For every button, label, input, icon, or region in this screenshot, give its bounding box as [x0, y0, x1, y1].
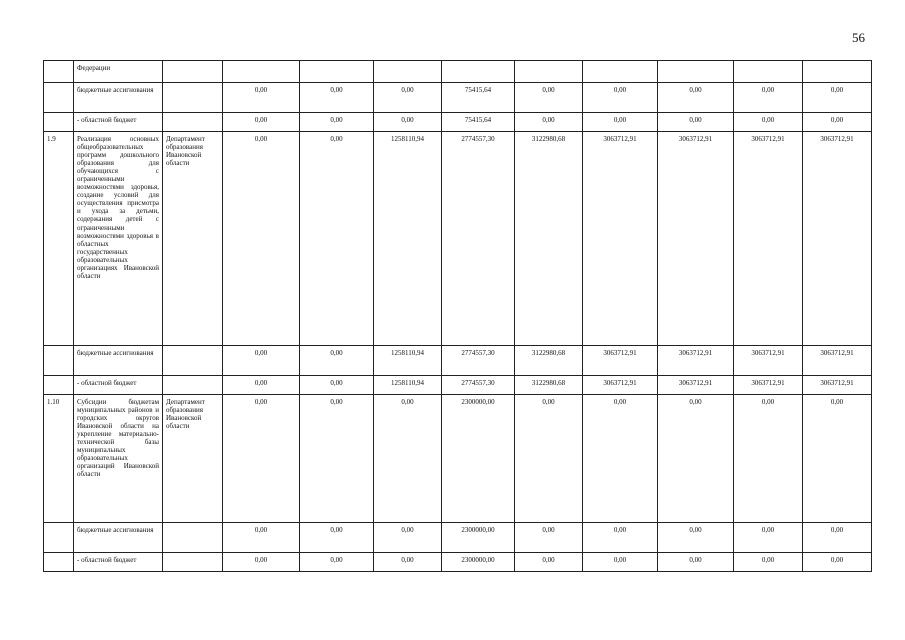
value-cell: 0,00	[223, 83, 300, 113]
value-cell: 0,00	[223, 346, 300, 376]
table-row	[44, 113, 872, 132]
value-cell: 2300000,00	[442, 523, 515, 553]
value-cell	[374, 61, 442, 83]
value-cell: 3122980,68	[515, 132, 583, 346]
row-index-cell	[44, 61, 74, 83]
value-cell: 3063712,91	[734, 346, 803, 376]
table-row	[44, 346, 872, 376]
value-cell: 0,00	[583, 83, 658, 113]
value-cell: 0,00	[583, 523, 658, 553]
value-cell: 0,00	[803, 523, 872, 553]
value-cell: 0,00	[300, 132, 374, 346]
table-row	[44, 553, 872, 572]
value-cell: 0,00	[734, 523, 803, 553]
row-index-cell	[44, 523, 74, 553]
value-cell: 0,00	[658, 523, 734, 553]
row-name-cell: бюджетные ассигнования	[74, 346, 163, 376]
value-cell: 75415,64	[442, 83, 515, 113]
value-cell: 0,00	[515, 113, 583, 132]
value-cell: 75415,64	[442, 113, 515, 132]
value-cell: 3063712,91	[803, 132, 872, 346]
value-cell: 0,00	[583, 395, 658, 523]
row-executor-cell	[163, 523, 223, 553]
row-name-cell: - областной бюджет	[74, 553, 163, 572]
value-cell	[658, 61, 734, 83]
value-cell: 0,00	[803, 395, 872, 523]
value-cell: 0,00	[658, 395, 734, 523]
table-row	[44, 132, 872, 346]
value-cell: 0,00	[803, 553, 872, 572]
value-cell: 3063712,91	[734, 376, 803, 395]
value-cell: 0,00	[223, 523, 300, 553]
value-cell: 0,00	[658, 83, 734, 113]
value-cell: 0,00	[223, 113, 300, 132]
value-cell: 3063712,91	[658, 346, 734, 376]
row-executor-cell	[163, 346, 223, 376]
value-cell	[442, 61, 515, 83]
value-cell: 0,00	[300, 395, 374, 523]
value-cell: 3063712,91	[583, 376, 658, 395]
row-executor-cell	[163, 553, 223, 572]
value-cell: 3063712,91	[583, 132, 658, 346]
row-index-cell	[44, 113, 74, 132]
value-cell: 3063712,91	[658, 132, 734, 346]
row-name-cell: - областной бюджет	[74, 113, 163, 132]
value-cell: 3063712,91	[583, 346, 658, 376]
value-cell: 0,00	[515, 395, 583, 523]
value-cell: 3063712,91	[803, 376, 872, 395]
value-cell: 0,00	[300, 523, 374, 553]
value-cell	[223, 61, 300, 83]
value-cell: 0,00	[515, 523, 583, 553]
value-cell: 0,00	[300, 83, 374, 113]
row-executor-cell: Департамент образования Ивановской области	[163, 132, 223, 346]
value-cell: 0,00	[300, 346, 374, 376]
value-cell: 0,00	[734, 553, 803, 572]
row-index-cell	[44, 553, 74, 572]
table-row	[44, 523, 872, 553]
value-cell: 3063712,91	[658, 376, 734, 395]
value-cell: 0,00	[223, 553, 300, 572]
value-cell: 0,00	[300, 113, 374, 132]
value-cell	[734, 61, 803, 83]
value-cell: 2300000,00	[442, 553, 515, 572]
table-row	[44, 395, 872, 523]
row-index-cell: 1.9	[44, 132, 74, 346]
value-cell: 3122980,68	[515, 346, 583, 376]
row-index-cell	[44, 346, 74, 376]
value-cell: 2300000,00	[442, 395, 515, 523]
value-cell: 1258110,94	[374, 132, 442, 346]
value-cell: 0,00	[658, 553, 734, 572]
value-cell: 0,00	[734, 395, 803, 523]
table-row	[44, 83, 872, 113]
value-cell: 3063712,91	[734, 132, 803, 346]
value-cell: 0,00	[515, 553, 583, 572]
row-executor-cell	[163, 61, 223, 83]
row-executor-cell	[163, 83, 223, 113]
value-cell	[803, 61, 872, 83]
value-cell: 0,00	[300, 376, 374, 395]
value-cell: 0,00	[374, 553, 442, 572]
row-index-cell	[44, 376, 74, 395]
value-cell: 0,00	[803, 113, 872, 132]
value-cell: 2774557,30	[442, 132, 515, 346]
value-cell: 2774557,30	[442, 376, 515, 395]
row-executor-cell	[163, 376, 223, 395]
value-cell: 0,00	[515, 83, 583, 113]
value-cell	[583, 61, 658, 83]
value-cell: 3122980,68	[515, 376, 583, 395]
value-cell: 0,00	[658, 113, 734, 132]
value-cell: 0,00	[300, 553, 374, 572]
row-executor-cell	[163, 113, 223, 132]
value-cell: 0,00	[583, 113, 658, 132]
value-cell: 0,00	[223, 395, 300, 523]
value-cell: 0,00	[374, 113, 442, 132]
value-cell: 0,00	[223, 376, 300, 395]
table-row	[44, 61, 872, 83]
row-name-cell: Реализация основных общеобразовательных программ дошкольного образования для обучающихся с ограниченными возможностями здоровья, создание условий для осуществления присмотра и ухода за детьми, содержания детей с ограниченными возможностями здоровья в областных государственных образовательных организациях Ивановской области	[74, 132, 163, 346]
value-cell: 3063712,91	[803, 346, 872, 376]
row-name-cell: бюджетные ассигнования	[74, 523, 163, 553]
row-index-cell	[44, 83, 74, 113]
value-cell: 0,00	[374, 523, 442, 553]
row-index-cell: 1.10	[44, 395, 74, 523]
row-name-cell: Субсидии бюджетам муниципальных районов и городских округов Ивановской области на укрепление материально-технической базы муниципальных образовательных организаций Ивановской области	[74, 395, 163, 523]
value-cell: 0,00	[374, 83, 442, 113]
value-cell: 0,00	[583, 553, 658, 572]
value-cell	[300, 61, 374, 83]
row-name-cell: Федерации	[74, 61, 163, 83]
value-cell: 0,00	[223, 132, 300, 346]
value-cell: 0,00	[374, 395, 442, 523]
value-cell	[515, 61, 583, 83]
row-executor-cell: Департамент образования Ивановской области	[163, 395, 223, 523]
value-cell: 1258110,94	[374, 346, 442, 376]
page-number: 56	[852, 30, 865, 45]
value-cell: 0,00	[734, 113, 803, 132]
row-name-cell: - областной бюджет	[74, 376, 163, 395]
value-cell: 0,00	[803, 83, 872, 113]
row-name-cell: бюджетные ассигнования	[74, 83, 163, 113]
table-row	[44, 376, 872, 395]
budget-table	[43, 60, 872, 572]
value-cell: 0,00	[734, 83, 803, 113]
value-cell: 1258110,94	[374, 376, 442, 395]
value-cell: 2774557,30	[442, 346, 515, 376]
